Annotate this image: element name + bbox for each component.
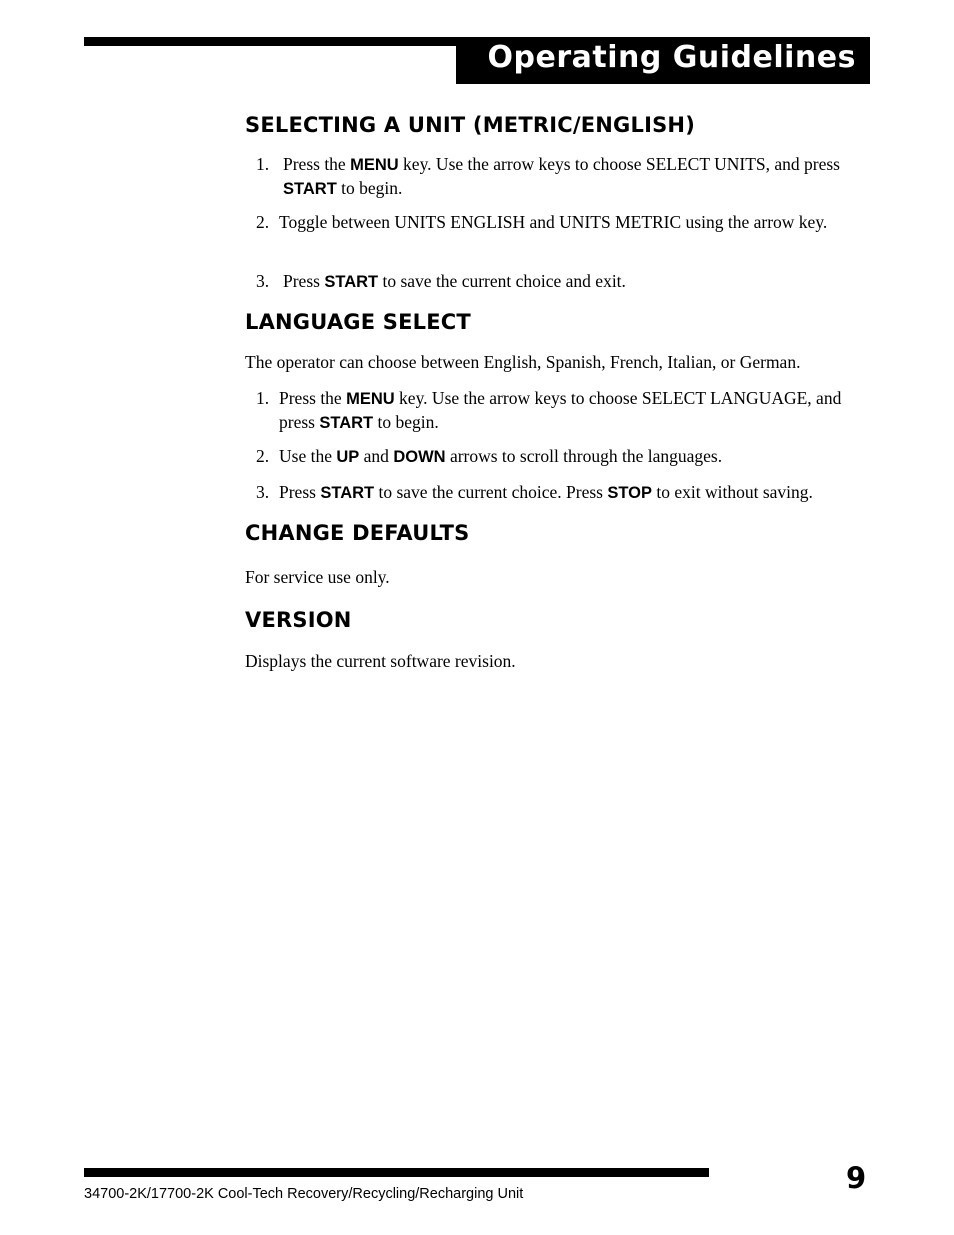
defaults-text: For service use only. [245,567,390,587]
list-item-text [256,445,866,469]
key-label-menu: MENU [350,156,399,174]
list-item-text [256,387,866,435]
list-item-number: 3. [256,271,270,291]
list-item-number: 3. [256,482,270,502]
key-label-start: START [319,414,374,432]
text-run: to save the current choice and exit. [378,271,626,291]
list-item-number: 2. [256,446,270,466]
text-run: and [359,446,394,466]
text-run: to exit without saving. [652,482,813,502]
text-run: to save the current choice. Press [374,482,608,502]
text-run: arrows to scroll through the languages. [445,446,723,466]
list-item [256,445,866,469]
list-item-number: 2. [256,212,270,232]
footer-rule [84,1168,709,1177]
key-label-menu: MENU [346,390,395,408]
text-run: to begin. [373,412,439,432]
text-run: to begin. [336,178,403,198]
list-item-text [256,211,839,234]
key-label-down: DOWN [393,448,446,466]
list-item [256,153,866,201]
heading-version: VERSION [245,608,352,632]
text-run: Press [279,482,321,502]
list-item [256,387,866,435]
heading-selecting-unit: SELECTING A UNIT (METRIC/ENGLISH) [245,113,695,137]
list-item-text [256,481,896,505]
heading-language-select: LANGUAGE SELECT [245,310,471,334]
version-text: Displays the current software revision. [245,651,516,671]
list-item [256,270,866,294]
key-label-stop: STOP [607,484,653,502]
list-item-text [256,153,866,201]
page-title: Operating Guidelines [487,40,856,75]
heading-change-defaults: CHANGE DEFAULTS [245,521,470,545]
list-item-number: 1. [256,154,270,174]
key-label-start: START [320,484,375,502]
language-intro: The operator can choose between English, Spanish, French, Italian, or German. [245,352,801,372]
list-item-text [256,270,866,294]
page-number: 9 [846,1161,867,1195]
text-run: Press the [283,154,351,174]
footer-doc-title: 34700-2K/17700-2K Cool-Tech Recovery/Recycling/Recharging Unit [84,1186,524,1202]
list-item-number: 1. [256,388,270,408]
text-run: Press [283,271,325,291]
text-run: Toggle between UNITS ENGLISH and UNITS METRIC using the arrow key. [279,212,828,232]
header-banner [456,37,870,84]
list-item [256,211,866,234]
key-label-start: START [324,273,379,291]
text-run: key. Use the arrow keys to choose SELECT LANGUAGE, and press [279,388,842,432]
text-run: Press the [279,388,347,408]
text-run: key. Use the arrow keys to choose SELECT UNITS, and press [398,154,840,174]
key-label-up: UP [336,448,360,466]
text-run: Use the [279,446,337,466]
key-label-start: START [283,180,337,198]
list-item [256,481,896,505]
